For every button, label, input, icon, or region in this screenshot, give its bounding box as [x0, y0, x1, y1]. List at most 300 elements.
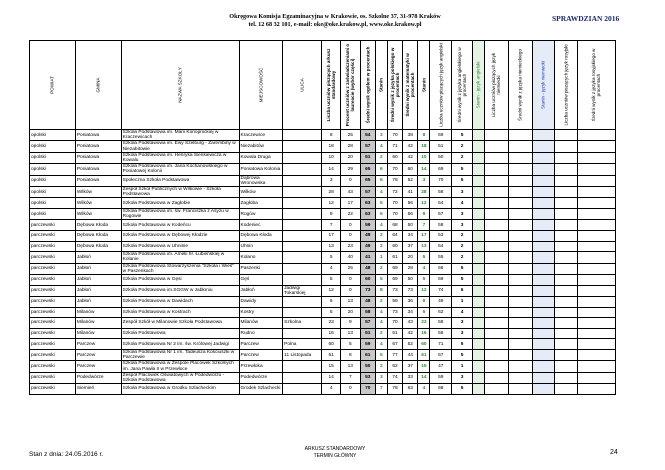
table-cell [472, 220, 484, 231]
table-cell: Szkoła Podstawowa w Zagłobie [121, 198, 239, 209]
table-cell: 22 [340, 209, 360, 220]
table-cell [508, 220, 532, 231]
table-cell: 0 [340, 231, 360, 242]
table-cell: 60 [360, 275, 375, 286]
table-cell: 11 Listopada [283, 350, 322, 361]
table-cell: parczewski [30, 220, 76, 231]
table-cell [508, 241, 532, 252]
table-cell: 53 [430, 231, 452, 242]
table-cell: Podedwórze [75, 372, 121, 383]
table-cell: Poniatowa [75, 164, 121, 175]
table-cell [283, 263, 322, 274]
table-cell: parczewski [30, 241, 76, 252]
table-cell: Szkoła Podstawowa w Dawidach [121, 297, 239, 308]
table-cell: 51 [360, 152, 375, 163]
table-cell: 60 [403, 164, 418, 175]
table-cell: 58 [430, 220, 452, 231]
column-header [472, 41, 484, 130]
table-row [30, 209, 616, 220]
table-cell: 13 [340, 361, 360, 372]
table-cell: 36 [403, 297, 418, 308]
table-cell: 3 [418, 175, 430, 186]
table-cell: 77 [387, 350, 402, 361]
table-cell: Jadwigi Tokarskiej [283, 285, 322, 296]
table-cell: opolski [30, 164, 76, 175]
table-cell [484, 209, 508, 220]
table-cell: parczewski [30, 231, 76, 242]
column-header [121, 41, 239, 130]
table-cell: 5 [340, 339, 360, 350]
table-cell [532, 372, 554, 383]
table-cell: Paszenki [239, 263, 283, 274]
exam-badge: SPRAWDZIAN 2016 [552, 14, 620, 23]
table-cell: 3 [375, 130, 387, 141]
table-cell [508, 141, 532, 152]
table-cell [484, 175, 508, 186]
table-cell [532, 361, 554, 372]
table-cell: 6 [375, 175, 387, 186]
table-cell [577, 198, 615, 209]
table-cell: 2 [375, 231, 387, 242]
table-cell [577, 231, 615, 242]
table-body [30, 130, 616, 395]
table-cell: Wilków [239, 187, 283, 198]
table-cell [484, 164, 508, 175]
table-row [30, 241, 616, 252]
table-cell [554, 328, 577, 339]
table-cell: 4 [322, 384, 341, 395]
table-cell [577, 297, 615, 308]
table-cell [472, 350, 484, 361]
table-cell [532, 318, 554, 329]
column-header-label: Liczba uczniów piszących język angielski [438, 43, 444, 127]
table-cell: 52 [403, 175, 418, 186]
table-cell: 42 [403, 152, 418, 163]
table-cell: 78 [387, 175, 402, 186]
table-cell: 7 [375, 384, 387, 395]
table-cell: 8 [418, 130, 430, 141]
table-cell [532, 275, 554, 286]
table-cell: 13 [418, 241, 430, 252]
table-cell [554, 350, 577, 361]
table-cell: 68 [387, 220, 402, 231]
table-cell: parczewski [30, 361, 76, 372]
table-cell [554, 285, 577, 296]
table-cell: 59 [387, 297, 402, 308]
table-cell [283, 187, 322, 198]
table-cell: Wilków [75, 209, 121, 220]
table-cell: 7 [322, 220, 341, 231]
table-cell: Kostry [239, 307, 283, 318]
table-cell: Jabłoń [75, 285, 121, 296]
table-cell [508, 187, 532, 198]
table-cell: 69 [430, 164, 452, 175]
table-cell: 70 [360, 384, 375, 395]
table-row [30, 339, 616, 350]
table-cell: 70 [387, 209, 402, 220]
table-cell: Wilków [75, 198, 121, 209]
table-cell [508, 384, 532, 395]
table-row [30, 307, 616, 318]
table-cell: 61 [387, 328, 402, 339]
column-header [283, 41, 322, 130]
table-cell: 20 [403, 252, 418, 263]
table-cell: Jabłoń [75, 297, 121, 308]
table-cell: 54 [360, 130, 375, 141]
table-cell [577, 152, 615, 163]
table-cell [472, 275, 484, 286]
table-cell: 55 [430, 252, 452, 263]
table-cell: 9 [418, 209, 430, 220]
table-cell: 5 [418, 252, 430, 263]
footer-sheet-label [270, 446, 400, 460]
table-cell: 74 [430, 285, 452, 296]
table-cell: 54 [430, 241, 452, 252]
table-cell [484, 241, 508, 252]
table-cell: Rudno [239, 328, 283, 339]
table-cell: 4 [418, 263, 430, 274]
table-cell: 53 [360, 372, 375, 383]
table-cell [508, 130, 532, 141]
table-cell: 4 [375, 339, 387, 350]
table-cell: 3 [452, 209, 473, 220]
table-cell [508, 372, 532, 383]
table-cell: 40 [340, 252, 360, 263]
table-cell [554, 220, 577, 231]
table-cell: 2 [452, 252, 473, 263]
table-cell: 3 [452, 318, 473, 329]
table-cell [554, 307, 577, 318]
table-cell: 64 [430, 198, 452, 209]
table-cell [484, 198, 508, 209]
table-cell [577, 187, 615, 198]
table-cell: 8 [340, 350, 360, 361]
table-cell [508, 198, 532, 209]
table-cell [577, 361, 615, 372]
table-cell: 3 [452, 220, 473, 231]
table-cell [554, 231, 577, 242]
table-cell: 67 [387, 339, 402, 350]
table-cell [532, 130, 554, 141]
table-cell: 5 [418, 307, 430, 318]
table-cell: 17 [418, 231, 430, 242]
table-cell [508, 209, 532, 220]
column-header [360, 41, 375, 130]
table-cell [472, 328, 484, 339]
table-cell: Szkolna [283, 318, 322, 329]
table-cell: 5 [322, 275, 341, 286]
table-cell [532, 307, 554, 318]
table-cell: 28 [403, 263, 418, 274]
table-cell: Kraczewice [239, 130, 283, 141]
table-cell: parczewski [30, 339, 76, 350]
table-cell [532, 164, 554, 175]
table-cell: 2 [375, 361, 387, 372]
table-cell: 4 [452, 307, 473, 318]
table-cell: 1 [452, 297, 473, 308]
column-header-label: Średni wynik z języka rosyjskiego w procentach [591, 48, 602, 122]
table-cell: 10 [322, 152, 341, 163]
table-cell: 3 [452, 187, 473, 198]
table-cell: 4 [375, 220, 387, 231]
table-cell: 3 [322, 175, 341, 186]
table-cell: 5 [375, 350, 387, 361]
table-cell [283, 198, 322, 209]
table-cell [532, 384, 554, 395]
table-cell: Podedwórze [239, 372, 283, 383]
table-cell: 50 [403, 275, 418, 286]
table-cell [577, 252, 615, 263]
table-cell: 1 [452, 361, 473, 372]
table-cell: 28 [418, 187, 430, 198]
table-cell [577, 241, 615, 252]
table-cell: Szkoła Podstawowa im.SGGW w Jabłoniu [121, 285, 239, 296]
table-cell: 2 [375, 152, 387, 163]
table-cell: 0 [340, 285, 360, 296]
table-cell: 2 [375, 263, 387, 274]
table-row [30, 318, 616, 329]
table-cell [484, 141, 508, 152]
table-cell [577, 339, 615, 350]
table-cell: Parczew [75, 361, 121, 372]
table-cell [472, 297, 484, 308]
table-cell [472, 209, 484, 220]
table-cell: 5 [418, 275, 430, 286]
table-cell: 44 [403, 350, 418, 361]
table-row [30, 328, 616, 339]
table-row [30, 220, 616, 231]
table-cell [508, 318, 532, 329]
table-cell: Rogów [239, 209, 283, 220]
table-cell: 2 [452, 141, 473, 152]
table-row [30, 164, 616, 175]
table-cell: 49 [430, 297, 452, 308]
table-cell: Szkoła Podstawowa Nr 2 im. św. Królowej Jadwigi [121, 339, 239, 350]
table-cell: 5 [375, 275, 387, 286]
table-cell [472, 339, 484, 350]
table-cell: 68 [430, 384, 452, 395]
table-cell: 28 [340, 141, 360, 152]
table-cell [484, 275, 508, 286]
table-cell [484, 187, 508, 198]
table-cell [472, 152, 484, 163]
table-cell: 61 [322, 350, 341, 361]
table-row [30, 384, 616, 395]
table-cell: Uhnin [239, 241, 283, 252]
table-cell: Zagłoba [239, 198, 283, 209]
table-cell [532, 263, 554, 274]
column-header-label: ULICA [299, 78, 305, 92]
column-header-label: Średni wynik z matematyki w procentach [405, 53, 416, 117]
table-cell: Dębowa Kłoda [75, 220, 121, 231]
table-cell: 50 [403, 220, 418, 231]
table-cell: 6 [322, 297, 341, 308]
table-cell [484, 130, 508, 141]
table-cell [484, 285, 508, 296]
table-cell [554, 152, 577, 163]
table-cell: 58 [430, 318, 452, 329]
column-header-label: Średni wynik z języka angielskiego w procentach [457, 47, 468, 123]
table-cell [554, 241, 577, 252]
table-cell [472, 141, 484, 152]
table-cell [554, 198, 577, 209]
table-cell: 65 [360, 175, 375, 186]
table-cell [554, 384, 577, 395]
table-cell: Kowala Druga [239, 152, 283, 163]
table-cell: 48 [360, 297, 375, 308]
table-cell: parczewski [30, 275, 76, 286]
table-cell: 25 [340, 130, 360, 141]
table-cell: 13 [340, 328, 360, 339]
table-cell: 58 [430, 187, 452, 198]
column-header-label: Stanin [421, 77, 427, 93]
table-cell [472, 285, 484, 296]
table-cell [508, 263, 532, 274]
table-cell [283, 164, 322, 175]
table-cell: 69 [387, 275, 402, 286]
column-header [484, 41, 508, 130]
table-cell: Szkoła Podstawowa w Gęsi [121, 275, 239, 286]
table-cell [508, 231, 532, 242]
table-cell: 15 [322, 361, 341, 372]
footer-center1: ARKUSZ STANDARDOWY [304, 446, 366, 452]
table-cell: opolski [30, 209, 76, 220]
table-cell [484, 307, 508, 318]
table-cell: Zespół Placówek Oświatowych w Podedwórzu - Szkoła Podstawowa [121, 372, 239, 383]
table-cell [283, 384, 322, 395]
table-cell [472, 164, 484, 175]
table-cell: 58 [360, 307, 375, 318]
table-cell: 49 [360, 241, 375, 252]
table-cell [283, 152, 322, 163]
table-cell [577, 141, 615, 152]
table-cell: 12 [418, 285, 430, 296]
table-cell: opolski [30, 141, 76, 152]
table-cell: 0 [340, 220, 360, 231]
table-cell [472, 130, 484, 141]
table-cell: 3 [452, 372, 473, 383]
table-cell: 14 [322, 372, 341, 383]
table-cell: Dąbrowa Wronowska [239, 175, 283, 186]
table-cell: 72 [387, 187, 402, 198]
header-line1: Okręgowa Komisja Egzaminacyjna w Krakowie, os. Szkolne 37, 31-978 Kraków [229, 13, 441, 20]
table-cell [532, 152, 554, 163]
table-cell [283, 241, 322, 252]
table-cell: opolski [30, 198, 76, 209]
table-cell: 0 [340, 275, 360, 286]
table-cell: 56 [403, 198, 418, 209]
table-cell: Szkoła Podstawowa im. Amelii hr. Łubieńskiej w Kolanie [121, 252, 239, 263]
table-cell: 18 [322, 141, 341, 152]
column-header [554, 41, 577, 130]
table-cell: 4 [375, 318, 387, 329]
column-header [403, 41, 418, 130]
table-cell [508, 275, 532, 286]
table-cell [283, 130, 322, 141]
table-cell [508, 175, 532, 186]
table-cell [532, 241, 554, 252]
table-cell: Dębowa Kłoda [239, 231, 283, 242]
column-header [239, 41, 283, 130]
table-cell [484, 220, 508, 231]
table-cell: parczewski [30, 372, 76, 383]
table-cell [283, 307, 322, 318]
column-header [430, 41, 452, 130]
table-cell: 29 [340, 164, 360, 175]
table-cell [484, 372, 508, 383]
table-cell: 0 [340, 384, 360, 395]
table-cell: 5 [452, 275, 473, 286]
table-cell: 57 [430, 209, 452, 220]
table-cell [283, 175, 322, 186]
table-row [30, 361, 616, 372]
table-cell: 10 [418, 152, 430, 163]
table-cell: 8 [375, 285, 387, 296]
table-cell: 16 [322, 328, 341, 339]
table-cell [554, 275, 577, 286]
table-cell: 2 [375, 297, 387, 308]
table-cell [554, 372, 577, 383]
table-cell [508, 350, 532, 361]
table-cell [484, 339, 508, 350]
table-cell [484, 318, 508, 329]
table-cell: Społeczna Szkoła Podstawowa [121, 175, 239, 186]
table-cell: 70 [387, 198, 402, 209]
table-cell [577, 307, 615, 318]
table-cell: Poniatowa [75, 152, 121, 163]
table-cell: 70 [387, 164, 402, 175]
table-cell: 64 [387, 231, 402, 242]
table-cell [283, 220, 322, 231]
table-cell: Jabłoń [75, 263, 121, 274]
table-cell: 41 [360, 252, 375, 263]
table-cell: 23 [418, 318, 430, 329]
table-cell: Poniatowa [75, 175, 121, 186]
table-cell: 12 [322, 198, 341, 209]
table-cell: 56 [403, 209, 418, 220]
table-cell: 4 [452, 198, 473, 209]
table-cell: Jabłoń [75, 275, 121, 286]
table-cell [554, 252, 577, 263]
table-cell: 57 [360, 187, 375, 198]
table-cell: 4 [375, 187, 387, 198]
table-cell: opolski [30, 152, 76, 163]
table-row [30, 285, 616, 296]
table-cell: 6 [418, 297, 430, 308]
table-cell: Polna [283, 339, 322, 350]
table-cell: 13 [340, 297, 360, 308]
table-cell: 73 [360, 285, 375, 296]
table-cell: 63 [360, 209, 375, 220]
table-cell [472, 231, 484, 242]
table-cell: 71 [430, 339, 452, 350]
column-header-label: Średni wynik ogółem w procentach [365, 46, 371, 124]
column-header-label: POWIAT [49, 76, 55, 94]
table-cell: 60 [418, 339, 430, 350]
table-cell: 4 [375, 141, 387, 152]
table-row [30, 297, 616, 308]
table-cell [472, 263, 484, 274]
table-cell: opolski [30, 130, 76, 141]
table-cell: 2 [452, 152, 473, 163]
table-cell [472, 361, 484, 372]
table-cell: 57 [360, 141, 375, 152]
table-cell: 5 [452, 339, 473, 350]
table-cell: 69 [430, 130, 452, 141]
table-cell [283, 275, 322, 286]
table-cell [484, 328, 508, 339]
table-cell: Szkoła Podstawowa im. Henryka Sienkiewicza w Kowalu [121, 152, 239, 163]
